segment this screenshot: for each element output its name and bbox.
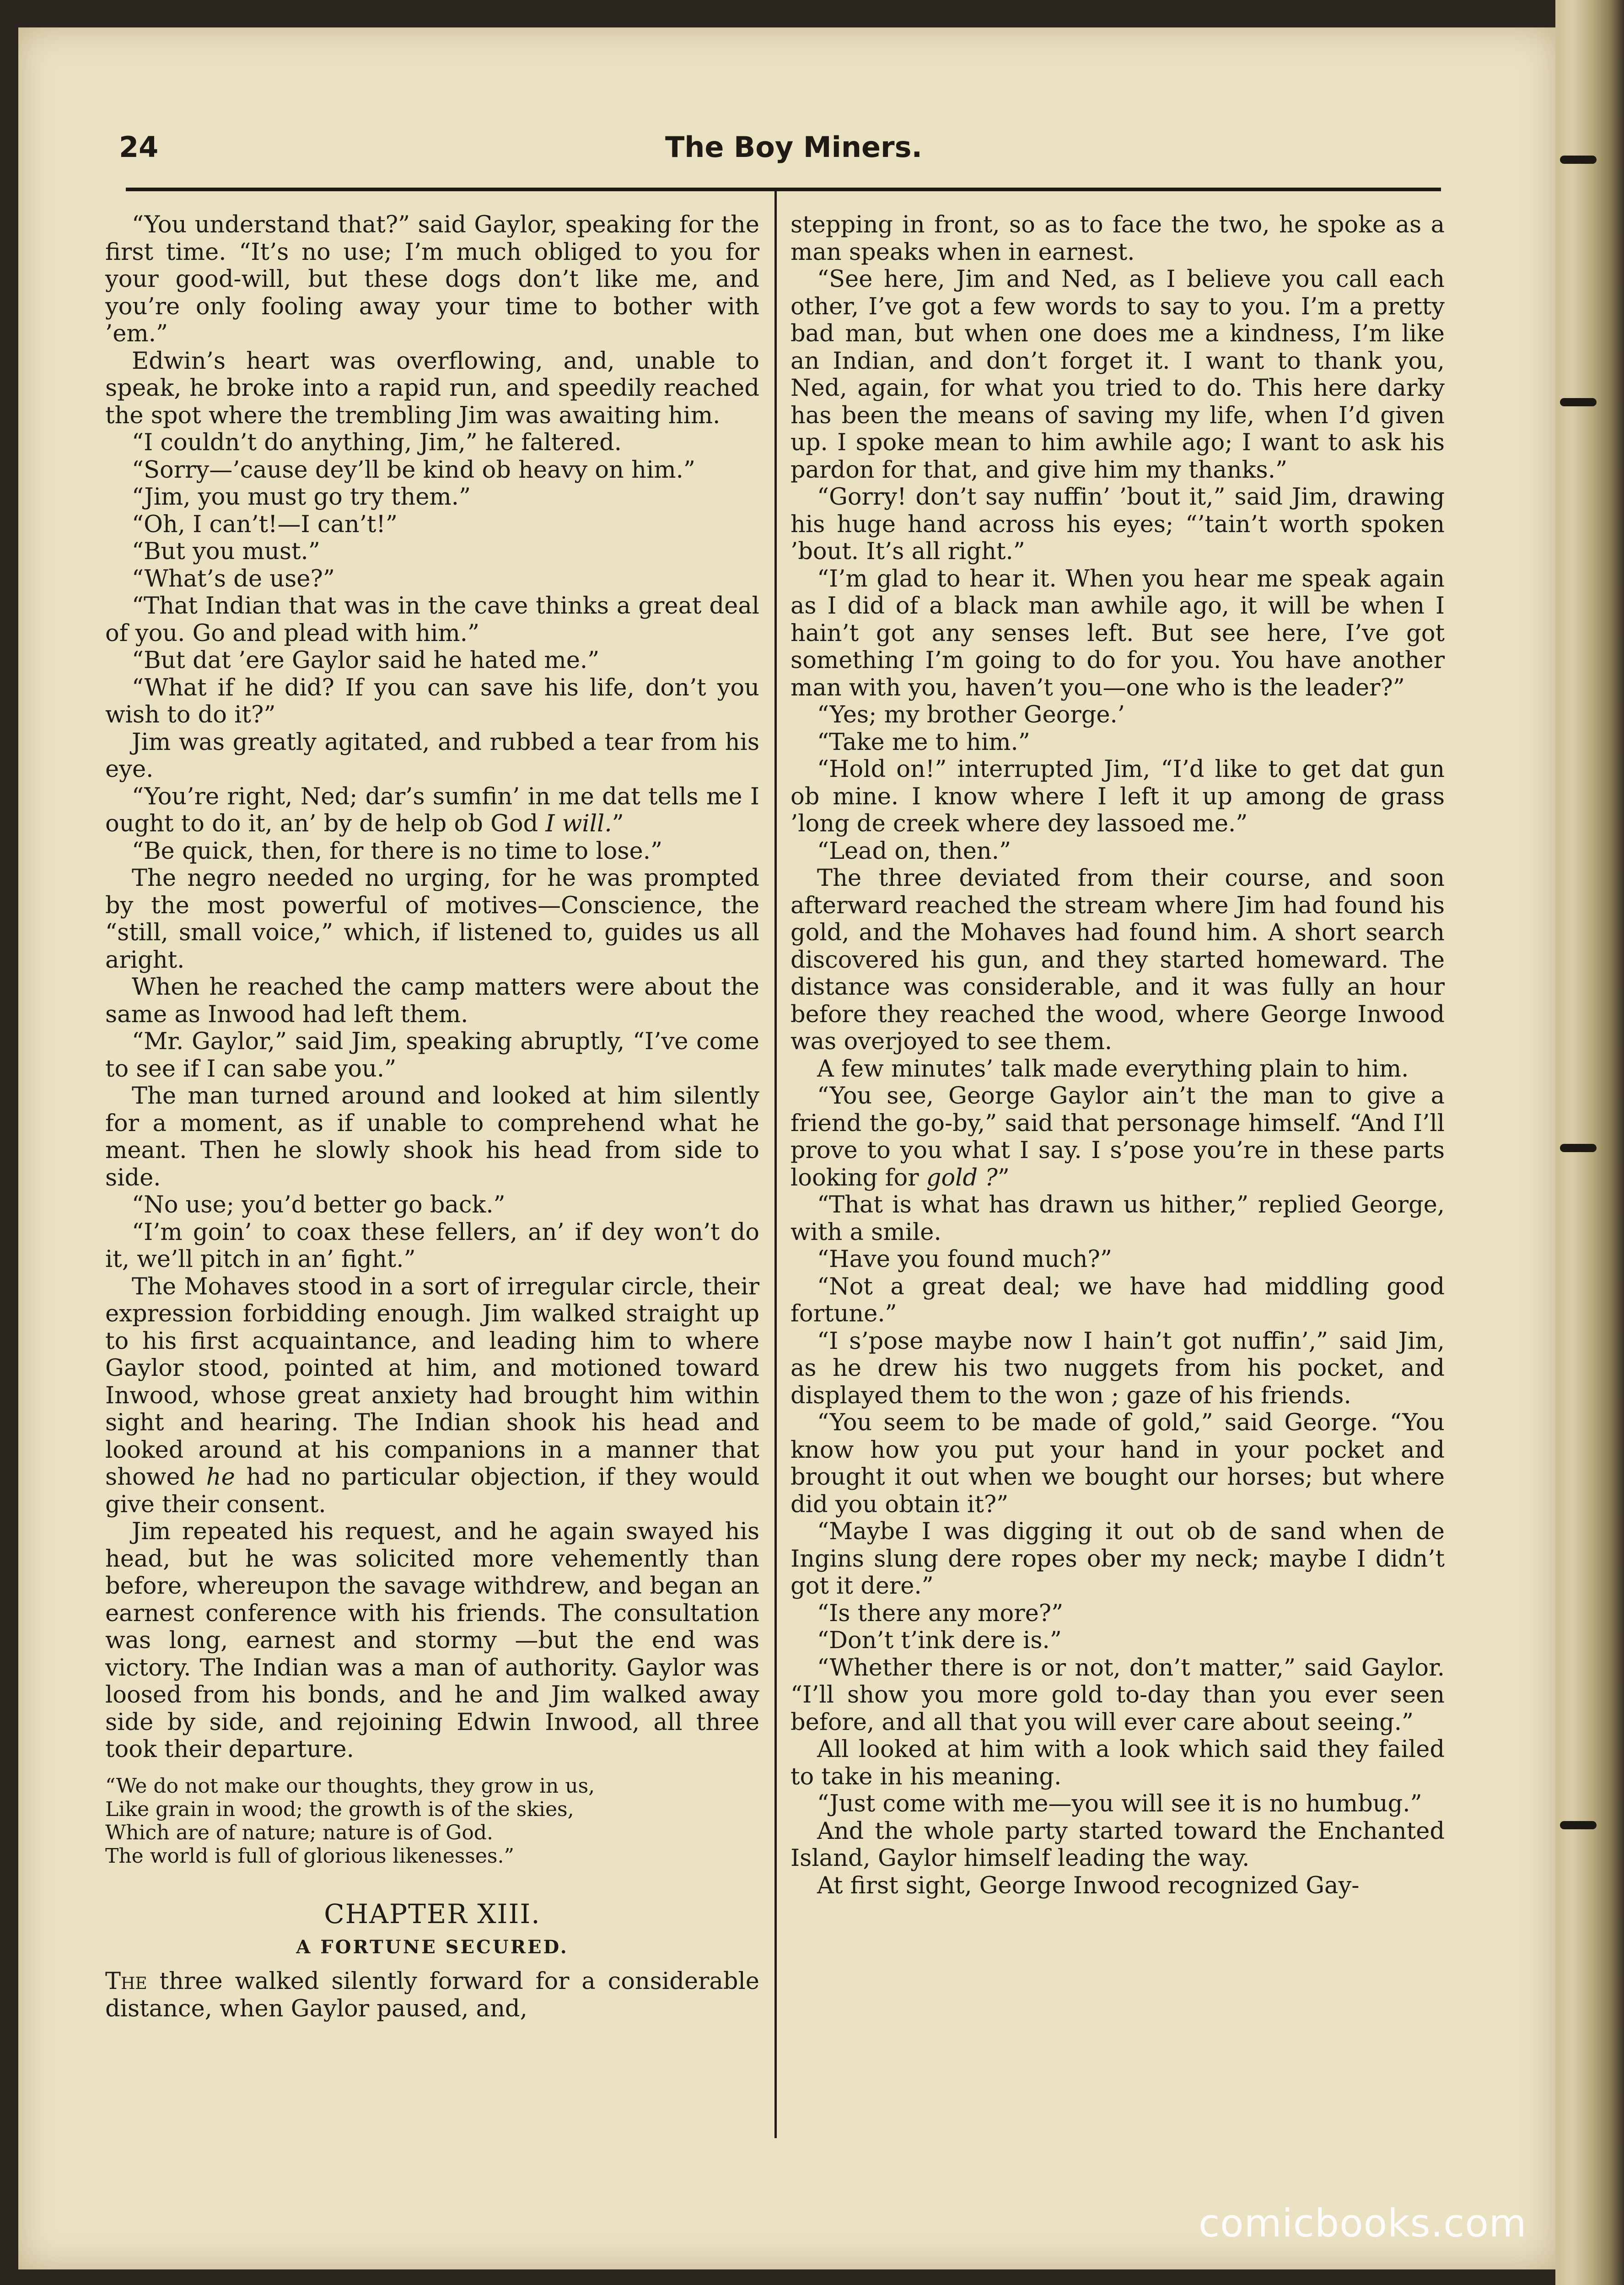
binding-stitch xyxy=(1560,398,1597,406)
poem-line: Like grain in wood; the growth is of the skies, xyxy=(105,1797,574,1821)
italic-run: gold ? xyxy=(926,1164,998,1191)
page-number: 24 xyxy=(119,130,159,164)
text-run: three walked silently forward for a considerable distance, when Gaylor paused, and, xyxy=(105,1968,759,2022)
paragraph: “Have you found much?” xyxy=(817,1246,1112,1273)
text-run: “You’re right, Ned; dar’s sumfin’ in me dat tells me I ought to do it, an’ by de help ob God xyxy=(105,783,759,837)
right-column xyxy=(790,211,1445,1899)
page-header xyxy=(119,130,1468,172)
paragraph: The man turned around and looked at him silently for a moment, as if unable to comprehend what he meant. Then he slowly shook his head from side to side. xyxy=(105,1083,759,1191)
italic-run: he xyxy=(206,1464,235,1491)
paragraph: “Sorry—’cause dey’ll be kind ob heavy on him.” xyxy=(132,456,695,484)
paragraph: “You seem to be made of gold,” said George. “You know how you put your hand in your pocket and brought it out when we bought our horses; but where did you obtain it?” xyxy=(790,1409,1445,1518)
paragraph: “Be quick, then, for there is no time to lose.” xyxy=(132,837,662,865)
paragraph: “Yes; my brother George.’ xyxy=(817,701,1125,728)
chapter-title: CHAPTER XIII. xyxy=(324,1898,541,1929)
poem-quote xyxy=(105,1774,759,1868)
italic-run: I will. xyxy=(545,810,612,837)
paragraph: “Just come with me—you will see it is no humbug.” xyxy=(817,1790,1422,1817)
paragraph: “Whether there is or not, don’t matter,” said Gaylor. “I’ll show you more gold to-day than you ever seen before, and all that you will ever care about seeing.” xyxy=(790,1654,1445,1736)
paragraph: “Oh, I can’t!—I can’t!” xyxy=(132,511,398,538)
poem-line: Which are of nature; nature is of God. xyxy=(105,1821,493,1844)
paragraph: “See here, Jim and Ned, as I believe you call each other, I’ve got a few words to say to you. I’m a pretty bad man, but when one does me a kindness, I’m like an Indian, and don’t forget it. I want to thank you, Ned, again, for what you tried to do. This here darky has been the means of saving my life, when I’d given up. I spoke mean to him awhile ago; I want to ask his pardon for that, and give him my thanks.” xyxy=(790,266,1445,484)
paragraph: The negro needed no urging, for he was prompted by the most powerful of motives—Conscience, the “still, small voice,” which, if listened to, guides us all aright. xyxy=(105,865,759,974)
site-watermark: comicbooks.com xyxy=(1199,2201,1527,2246)
poem-line: “We do not make our thoughts, they grow in us, xyxy=(105,1774,595,1798)
paragraph: “Don’t t’ink dere is.” xyxy=(817,1627,1062,1654)
poem-line: The world is full of glorious likenesses.” xyxy=(105,1844,514,1868)
paragraph: “That Indian that was in the cave thinks a great deal of you. Go and plead with him.” xyxy=(105,593,759,647)
paragraph: The three deviated from their course, and soon afterward reached the stream where Jim had found his gold, and the Mohaves had found him. A short search discovered his gun, and they started homeward. The distance was considerable, and it was fully an hour before they reached the wood, where George Inwood was overjoyed to see them. xyxy=(790,865,1445,1055)
paragraph: “You understand that?” said Gaylor, speaking for the first time. “It’s no use; I’m much obliged to you for your good-will, but these dogs don’t like me, and you’re only fooling away your time to bother with ’em.” xyxy=(105,211,759,347)
paragraph xyxy=(105,1273,759,1519)
text-run: The Mohaves stood in a sort of irregular circle, their expression forbidding enough. Jim walked straight up to his first acquaintance, and leading him to where Gaylor stood, pointed at him, and motioned toward Inwood, whose great anxiety had brought him within sight and hearing. The Indian shook his head and looked around at his companions in a manner that showed xyxy=(105,1273,759,1491)
paragraph: “I couldn’t do anything, Jim,” he faltered. xyxy=(132,429,622,456)
running-title: The Boy Miners. xyxy=(665,130,923,164)
paragraph: “Take me to him.” xyxy=(817,728,1030,756)
paragraph: When he reached the camp matters were about the same as Inwood had left them. xyxy=(105,974,759,1028)
paragraph xyxy=(105,783,759,838)
paragraph: And the whole party started toward the Enchanted Island, Gaylor himself leading the way. xyxy=(790,1817,1445,1872)
paragraph: “What if he did? If you can save his life, don’t you wish to do it?” xyxy=(105,674,759,728)
paragraph: “Maybe I was digging it out ob de sand when de Ingins slung dere ropes ober my neck; maybe I didn’t got it dere.” xyxy=(790,1518,1445,1600)
binding-stitch xyxy=(1560,156,1597,164)
book-spine xyxy=(1555,0,1624,2285)
paragraph: “I’m goin’ to coax these fellers, an’ if dey won’t do it, we’ll pitch in an’ fight.” xyxy=(105,1218,759,1273)
paragraph: “Not a great deal; we have had middling good fortune.” xyxy=(790,1273,1445,1327)
paragraph xyxy=(105,1968,759,2022)
paragraph: “But you must.” xyxy=(132,538,320,565)
paragraph: “Mr. Gaylor,” said Jim, speaking abruptly, “I’ve come to see if I can sabe you.” xyxy=(105,1028,759,1083)
text-run: had no particular objection, if they would give their consent. xyxy=(105,1464,760,1518)
paragraph: Jim repeated his request, and he again swayed his head, but he was solicited more vehemently than before, whereupon the savage withdrew, and began an earnest conference with his friends. The consultation was long, earnest and stormy —but the end was victory. The Indian was a man of authority. Gaylor was loosed from his bonds, and he and Jim walked away side by side, and rejoining Edwin Inwood, all three took their departure. xyxy=(105,1518,759,1763)
paragraph: “Is there any more?” xyxy=(817,1600,1064,1627)
paragraph: “What’s de use?” xyxy=(132,565,335,593)
text-run: “You see, George Gaylor ain’t the man to give a friend the go-by,” said that personage himself. “And I’ll prove to you what I say. I s’pose you’re in these parts looking for xyxy=(790,1083,1445,1191)
header-rule xyxy=(126,188,1441,191)
paragraph: “Jim, you must go try them.” xyxy=(132,484,471,511)
paragraph: “I’m glad to hear it. When you hear me speak again as I did of a black man awhile ago, it will be when I hain’t got any senses left. But see here, I’ve got something I’m going to do for you. You have another man with you, haven’t you—one who is the leader?” xyxy=(790,565,1445,701)
paragraph: “Gorry! don’t say nuffin’ ’bout it,” said Jim, drawing his huge hand across his eyes; “’tain’t worth spoken ’bout. It’s all right.” xyxy=(790,484,1445,565)
column-rule xyxy=(774,191,777,2138)
paragraph: “That is what has drawn us hither,” replied George, with a smile. xyxy=(790,1191,1445,1246)
text-run: ” xyxy=(612,810,624,837)
paragraph: “Hold on!” interrupted Jim, “I’d like to get dat gun ob mine. I know where I left it up among de grass ’long de creek where dey lassoed me.” xyxy=(790,756,1445,837)
text-run: ” xyxy=(997,1164,1010,1191)
paragraph: “But dat ’ere Gaylor said he hated me.” xyxy=(132,647,600,674)
paragraph: Jim was greatly agitated, and rubbed a tear from his eye. xyxy=(105,728,759,783)
binding-stitch xyxy=(1560,1821,1597,1829)
chapter-subtitle: A FORTUNE SECURED. xyxy=(296,1936,569,1958)
paragraph: stepping in front, so as to face the two, he spoke as a man speaks when in earnest. xyxy=(790,211,1445,266)
chapter-lead-word: The xyxy=(105,1968,147,1995)
paragraph: Edwin’s heart was overflowing, and, unable to speak, he broke into a rapid run, and speedily reached the spot where the trembling Jim was awaiting him. xyxy=(105,347,759,429)
paragraph: At first sight, George Inwood recognized Gay- xyxy=(817,1872,1360,1899)
paragraph: A few minutes’ talk made everything plain to him. xyxy=(817,1055,1409,1083)
paragraph: “Lead on, then.” xyxy=(817,837,1011,865)
binding-stitch xyxy=(1560,1144,1597,1152)
paragraph xyxy=(790,1083,1445,1191)
paragraph: “No use; you’d better go back.” xyxy=(132,1191,505,1218)
paragraph: All looked at him with a look which said they failed to take in his meaning. xyxy=(790,1736,1445,1790)
paragraph: “I s’pose maybe now I hain’t got nuffin’,” said Jim, as he drew his two nuggets from his pocket, and displayed them to the won ; gaze of his friends. xyxy=(790,1327,1445,1409)
left-column xyxy=(105,211,759,2022)
